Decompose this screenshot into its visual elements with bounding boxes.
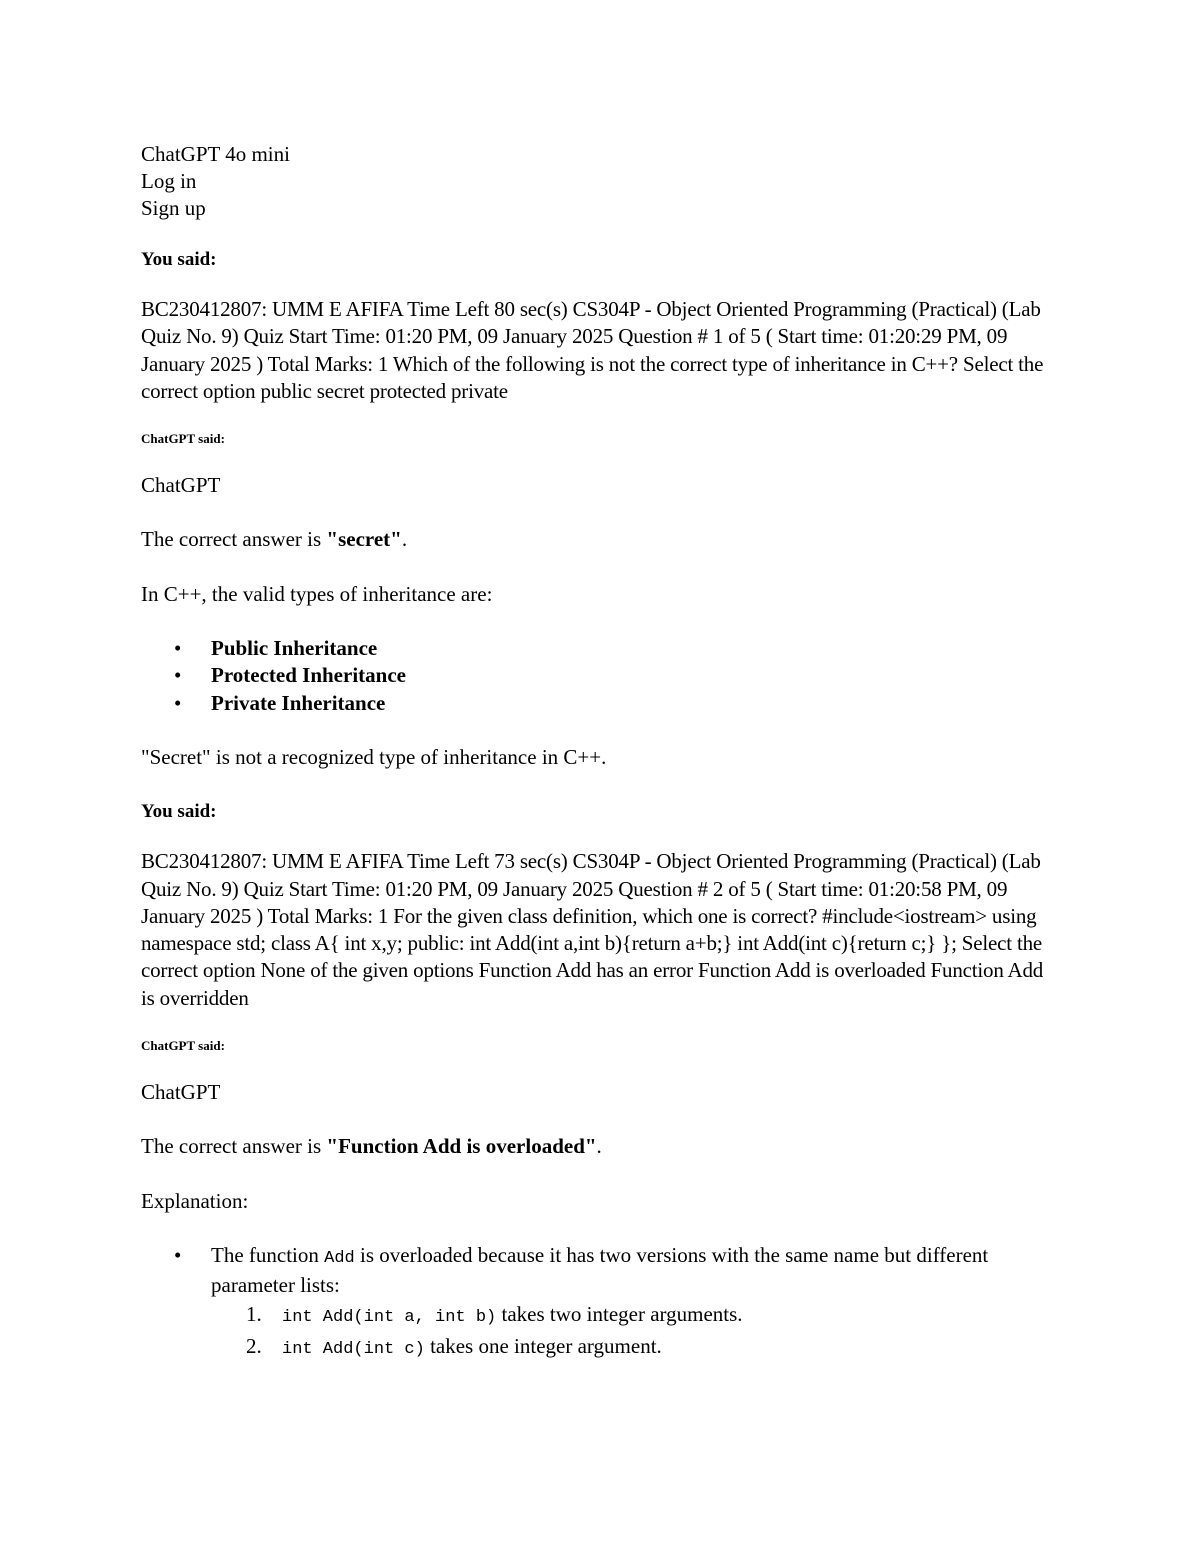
answer-value: "Function Add is overloaded" (326, 1134, 597, 1159)
bullet-icon: • (174, 1242, 182, 1267)
bullet-icon: • (174, 663, 182, 688)
list-item (141, 1242, 1061, 1300)
login-link[interactable]: Log in (141, 169, 197, 193)
explanation-list (141, 1242, 1061, 1300)
answer-value: "secret" (326, 527, 402, 552)
list-item-text: takes one integer argument. (424, 1333, 662, 1358)
answer-line (141, 526, 1061, 553)
user-label: You said: (141, 249, 217, 270)
list-item-text: Private Inheritance (211, 690, 386, 715)
list-item-text: takes two integer arguments. (496, 1301, 743, 1326)
header-block (141, 141, 1061, 222)
list-item-text: Protected Inheritance (211, 663, 406, 688)
answer-line (141, 1133, 1061, 1160)
closing-text: "Secret" is not a recognized type of inheritance in C++. (141, 744, 607, 769)
app-title: ChatGPT 4o mini (141, 142, 290, 166)
list-item (141, 1332, 1061, 1364)
inline-code: int Add(int a, int b) (282, 1307, 497, 1327)
list-item (141, 635, 1061, 662)
user-message: BC230412807: UMM E AFIFA Time Left 80 sec(s) CS304P - Object Oriented Programming (Practical) (Lab Quiz No. 9) Quiz Start Time: 01:20 PM, 09 January 2025 Question # 1 of 5 ( Start time: 01:20:29 PM, 09 January 2025 ) Total Marks: 1 Which of the following is not the correct type of inheritance in C++? Select the correct option public secret protected private (141, 297, 1044, 403)
list-item-text: Public Inheritance (211, 636, 378, 661)
signup-link[interactable]: Sign up (141, 196, 206, 220)
explain-pre: The function (211, 1242, 325, 1267)
assistant-name: ChatGPT (141, 1080, 221, 1105)
inheritance-list (141, 635, 1061, 717)
explanation-label: Explanation: (141, 1188, 249, 1213)
list-number: 1. (246, 1301, 262, 1326)
user-message: BC230412807: UMM E AFIFA Time Left 73 sec(s) CS304P - Object Oriented Programming (Practical) (Lab Quiz No. 9) Quiz Start Time: 01:20 PM, 09 January 2025 Question # 2 of 5 ( Start time: 01:20:58 PM, 09 January 2025 ) Total Marks: 1 For the given class definition, which one is correct? #include<iostream> using namespace std; class A{ int x,y; public: int Add(int a,int b){return a+b;} int Add(int c){return c;} }; Select the correct option None of the given options Function Add has an error Function Add is overloaded Function Add is overridden (141, 849, 1044, 1010)
intro-text: In C++, the valid types of inheritance are: (141, 581, 493, 606)
answer-suffix: . (596, 1134, 602, 1159)
assistant-name: ChatGPT (141, 473, 221, 498)
list-item (141, 662, 1061, 689)
overload-list (141, 1300, 1061, 1364)
inline-code: int Add(int c) (282, 1339, 425, 1359)
bullet-icon: • (174, 636, 182, 661)
user-label: You said: (141, 801, 217, 823)
assistant-label: ChatGPT said: (141, 431, 225, 447)
answer-prefix: The correct answer is (141, 1134, 327, 1159)
list-number: 2. (246, 1333, 262, 1358)
answer-prefix: The correct answer is (141, 527, 327, 552)
answer-suffix: . (401, 527, 408, 552)
list-item (141, 1300, 1061, 1332)
list-item (141, 690, 1061, 717)
assistant-label: ChatGPT said: (141, 1038, 225, 1054)
inline-code: Add (324, 1248, 355, 1268)
document-page (141, 141, 1061, 1364)
bullet-icon: • (174, 690, 182, 715)
explain-post: is overloaded because it has two versions with the same name but different parameter lists: (211, 1242, 989, 1298)
